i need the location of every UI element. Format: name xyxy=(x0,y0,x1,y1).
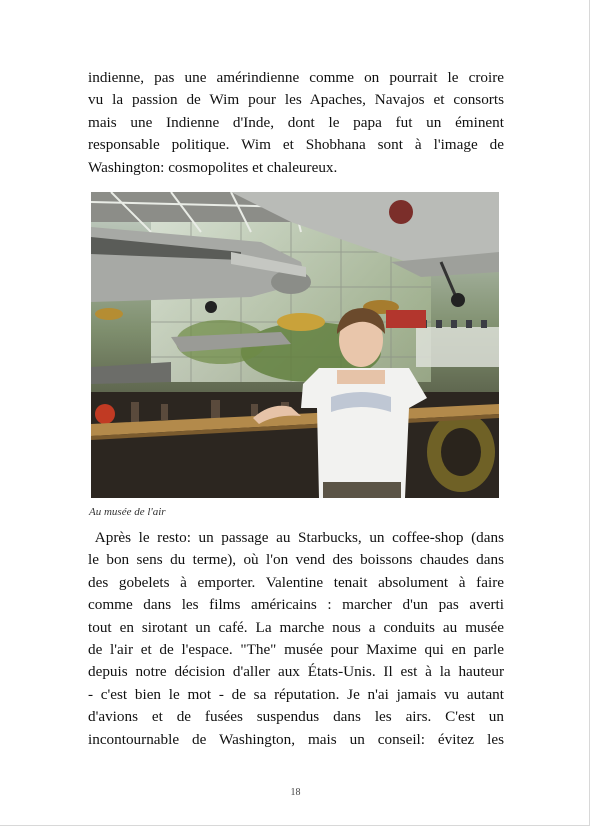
paragraph-2 xyxy=(88,527,504,751)
page-number: 18 xyxy=(290,787,301,798)
text-line: incontournable de Washington, mais un conseil: évitez les xyxy=(88,730,504,748)
paragraph-1 xyxy=(88,67,504,179)
text-line: depuis notre décision d'aller aux États-Unis. Il est à la hauteur xyxy=(88,663,504,681)
text-line: des gobelets à emporter. Valentine tenait absolument à faire xyxy=(88,573,504,591)
text-line: comme dans les films américains : marcher d'un pas averti xyxy=(88,596,504,614)
text-line: - c'est bien le mot - de sa réputation. Je n'ai jamais vu autant xyxy=(88,685,504,703)
text-line: mais une Indienne d'Inde, dont le papa fut un éminent xyxy=(88,113,504,131)
text-line: responsable politique. Wim et Shobhana sont à l'image de xyxy=(88,136,504,154)
text-line: indienne, pas une amérindienne comme on pourrait le croire xyxy=(88,69,504,86)
text-line: vu la passion de Wim pour les Apaches, Navajos et consorts xyxy=(88,91,504,109)
text-line: Après le resto: un passage au Starbucks, un coffee-shop (dans xyxy=(88,529,504,546)
text-line: de l'air et de l'espace. "The" musée pour Maxime qui en parle xyxy=(88,641,504,659)
photo-caption: Au musée de l'air xyxy=(89,506,166,518)
text-line: le bon sens du terme), où l'on vend des boissons chaudes dans xyxy=(88,551,504,569)
text-line: Washington: cosmopolites et chaleureux. xyxy=(88,158,338,176)
text-line: tout en sirotant un café. La marche nous a conduits au musée xyxy=(88,618,504,636)
text-line: d'avions et de fusées suspendus dans les airs. C'est un xyxy=(88,708,504,726)
museum-photo xyxy=(91,192,499,498)
